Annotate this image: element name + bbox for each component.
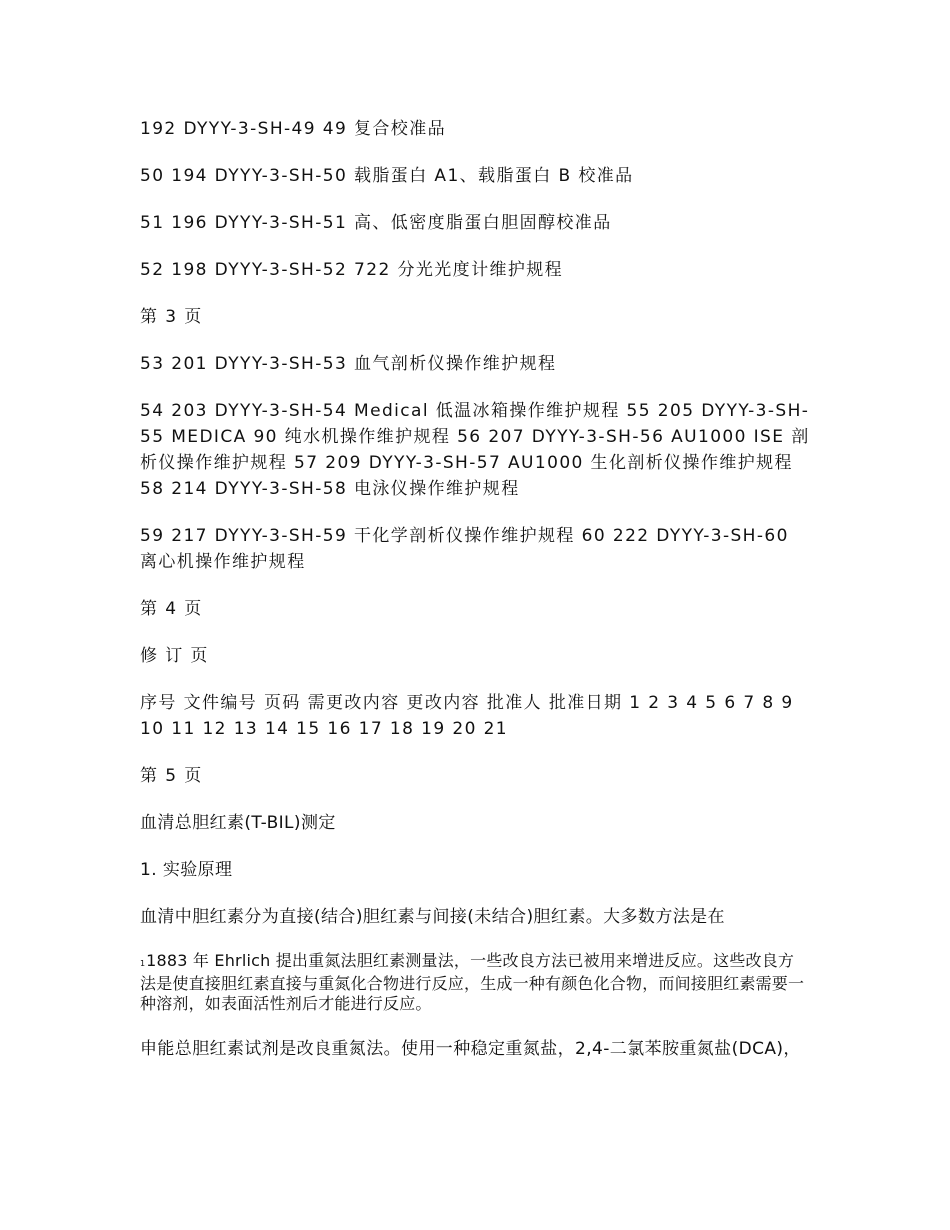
- section-title: 血清总胆红素(T-BIL)测定: [140, 813, 336, 833]
- subsection-heading: 1. 实验原理: [140, 860, 233, 880]
- footnote-marker: 1: [140, 959, 146, 968]
- revision-page-heading: 修 订 页: [140, 646, 209, 666]
- toc-entry-52: 52 198 DYYY-3-SH-52 722 分光光度计维护规程: [140, 260, 564, 280]
- page-number-5: 第 5 页: [140, 766, 203, 786]
- toc-entries-54-58: 54 203 DYYY-3-SH-54 Medical 低温冰箱操作维护规程 55 205 DYYY-3-SH-55 MEDICA 90 纯水机操作维护规程 56 207 DYYY-3-SH-56 AU1000 ISE 剖析仪操作维护规程 57 209 DYYY-3-SH-57 AU1000 生化剖析仪操作维护规程 58 214 DYYY-3-SH-58 电泳仪操作维护规程: [140, 401, 810, 499]
- principle-paragraph-continued: [140, 951, 810, 1014]
- revision-table-header: 序号 文件编号 页码 需更改内容 更改内容 批准人 批准日期 1 2 3 4 5 6 7 8 9 10 11 12 13 14 15 16 17 18 19 20 21: [140, 693, 794, 739]
- reagent-paragraph: 申能总胆红素试剂是改良重氮法。使用一种稳定重氮盐，2,4-二氯苯胺重氮盐(DCA)，: [140, 1039, 801, 1059]
- toc-entry-49: 192 DYYY-3-SH-49 49 复合校准品: [140, 119, 447, 139]
- principle-text: 1883 年 Ehrlich 提出重氮法胆红素测量法，一些改良方法已被用来增进反应。这些改良方法是使直接胆红素直接与重氮化合物进行反应，生成一种有颜色化合物，而间接胆红素需要一种溶剂，如表面活性剂后才能进行反应。: [140, 951, 805, 1013]
- toc-entry-51: 51 196 DYYY-3-SH-51 高、低密度脂蛋白胆固醇校准品: [140, 213, 612, 233]
- toc-entries-59-60: 59 217 DYYY-3-SH-59 干化学剖析仪操作维护规程 60 222 DYYY-3-SH-60 离心机操作维护规程: [140, 526, 789, 572]
- toc-entry-53: 53 201 DYYY-3-SH-53 血气剖析仪操作维护规程: [140, 354, 557, 374]
- principle-paragraph: 血清中胆红素分为直接(结合)胆红素与间接(未结合)胆红素。大多数方法是在: [140, 907, 725, 927]
- page-number-4: 第 4 页: [140, 599, 203, 619]
- page-number-3: 第 3 页: [140, 307, 203, 327]
- toc-entry-50: 50 194 DYYY-3-SH-50 载脂蛋白 A1、载脂蛋白 B 校准品: [140, 166, 634, 186]
- document-page: [140, 116, 810, 1083]
